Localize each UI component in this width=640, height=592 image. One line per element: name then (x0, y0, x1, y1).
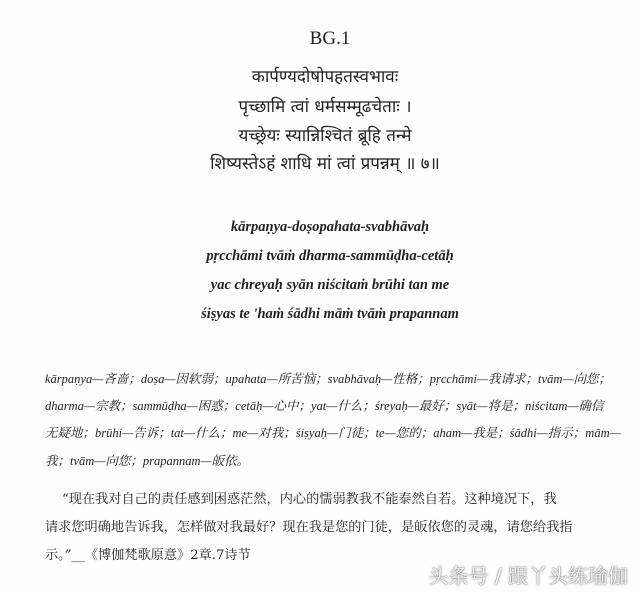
transliteration-line: śiṣyas te 'haṁ śādhi māṁ tvāṁ prapannam (201, 306, 459, 322)
transliteration-line: yac chreyaḥ syān niścitaṁ brūhi tan me (210, 277, 450, 293)
glossary-line: dharma—宗教；sammūḍha—困惑；cetāḥ—心中；yat—什么；śreyaḥ—最好；syāt—将是；niścitam—确信 (45, 399, 604, 413)
devanagari-line: पृच्छामि त्वां धर्मसम्मूढचेताः । (238, 97, 412, 117)
watermark: 头条号 / 跟丫头练瑜伽 (428, 564, 628, 588)
translation-line: 请求您明确地告诉我，怎样做对我最好？现在我是您的门徒，是皈依您的灵魂，请您给我指 (45, 520, 573, 535)
transliteration-line: kārpaṇya-doṣopahata-svabhāvaḥ (230, 219, 430, 235)
glossary-line: 无疑地；brūhi—告诉；tat—什么；me—对我；śiṣyaḥ—门徒；te—您的；aham—我是；śādhi—指示；mām— (45, 426, 621, 440)
verse-title: BG.1 (309, 28, 351, 49)
devanagari-line: शिष्यस्तेऽहं शाधि मां त्वां प्रपन्नम् ॥ ७॥ (210, 154, 440, 174)
glossary-line: kārpaṇya—吝啬；doṣa—因软弱；upahata—所苦恼；svabhāvaḥ—性格；pṛcchāmi—我请求；tvām—向您； (45, 372, 611, 386)
glossary-line: 我；tvām—向您；prapannam—皈依。 (45, 454, 250, 468)
translation-line: “现在我对自己的责任感到困惑茫然，内心的懦弱教我不能泰然自若。这种境况下，我 (62, 492, 557, 507)
devanagari-line: यच्छ्रेयः स्यान्निश्चितं ब्रूहि तन्मे (238, 126, 412, 146)
translation-line: 示。”__《博伽梵歌原意》2章.7诗节 (45, 548, 251, 563)
transliteration-line: pṛcchāmi tvāṁ dharma-sammūḍha-cetāḥ (206, 248, 454, 264)
devanagari-line: कार्पण्यदोषोपहतस्वभावः (251, 67, 399, 87)
